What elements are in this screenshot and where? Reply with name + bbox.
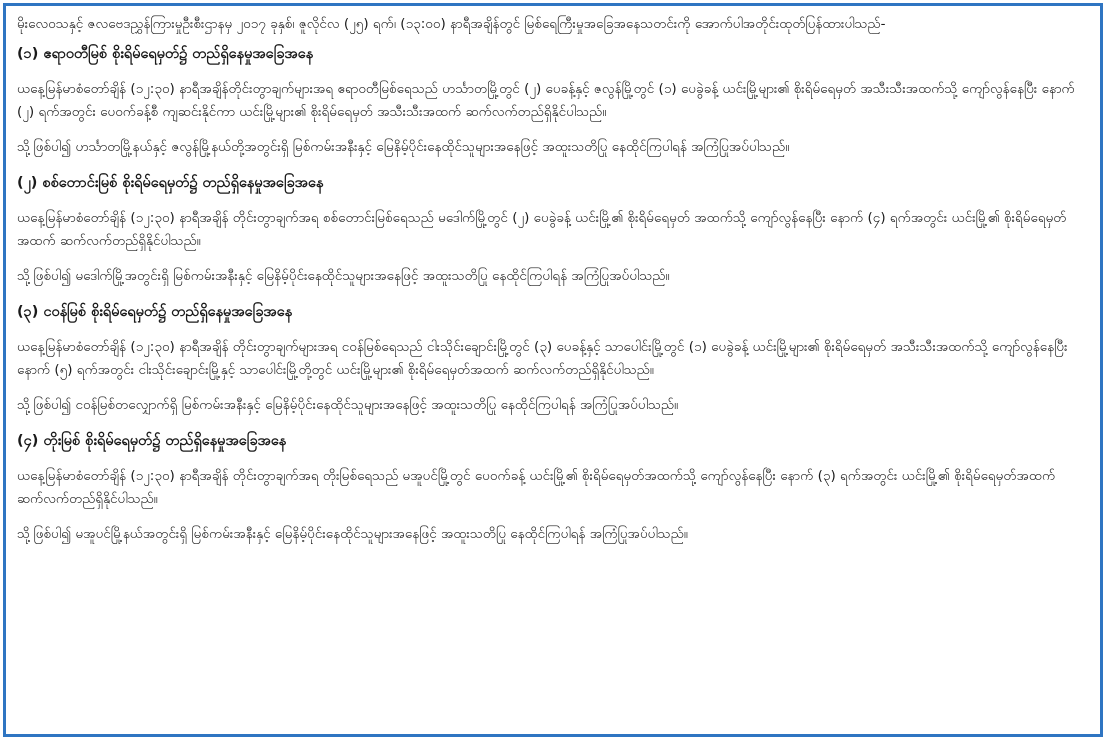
bulletin-intro: မိုးလေဝသနှင့် ဇလဗေဒညွှန်ကြားမှုဦးစီးဌာနမှ ၂၀၁၇ ခုနှစ်၊ ဇူလိုင်လ (၂၅) ရက်၊ (၁၃:၀၀) နာရီအချိန်တွင် မြစ်ရေကြီးမှုအခြေအနေသတင်းကို အောက်ပါအတိုင်းထုတ်ပြန်ထားပါသည်-: [17, 16, 886, 32]
bulletin-frame: [3, 3, 1103, 737]
section-heading: (၁) ဧရာဝတီမြစ် စိုးရိမ်ရေမှတ်၌ တည်ရှိနေမှုအခြေအနေ: [17, 46, 314, 62]
section-heading: (၂) စစ်တောင်းမြစ် စိုးရိမ်ရေမှတ်၌ တည်ရှိနေမှုအခြေအနေ: [17, 175, 324, 191]
section-advice-paragraph: သို့ဖြစ်ပါ၍ မအူပင်မြို့နယ်အတွင်းရှိ မြစ်ကမ်းအနီးနှင့် မြေနိမ့်ပိုင်းနေထိုင်သူများအနေဖြင့် အထူးသတိပြု နေထိုင်ကြပါရန် အကြံပြုအပ်ပါသည်။: [17, 526, 688, 542]
section-advice-paragraph: သို့ဖြစ်ပါ၍ ငဝန်မြစ်တလျှောက်ရှိ မြစ်ကမ်းအနီးနှင့် မြေနိမ့်ပိုင်းနေထိုင်သူများအနေဖြင့် အထူးသတိပြု နေထိုင်ကြပါရန် အကြံပြုအပ်ပါသည်။: [17, 397, 679, 413]
bulletin-content: [6, 6, 1100, 546]
section-ngawun: [17, 300, 1090, 417]
section-advice-paragraph: သို့ဖြစ်ပါ၍ ဟင်္သာတမြို့နယ်နှင့် ဇလွန်မြို့နယ်တို့အတွင်းရှိ မြစ်ကမ်းအနီးနှင့် မြေနိမ့်ပိုင်းနေထိုင်သူများအနေဖြင့် အထူးသတိပြု နေထိုင်ကြပါရန် အကြံပြုအပ်ပါသည်။: [17, 139, 790, 155]
section-ayeyarwady: [17, 42, 1090, 159]
section-status-paragraph: ယနေ့မြန်မာစံတော်ချိန် (၁၂:၃၀) နာရီအချိန် တိုင်းတွာချက်အရ တိုးမြစ်ရေသည် မအူပင်မြို့တွင် ပေ၀က်ခန့် ယင်းမြို့၏ စိုးရိမ်ရေမှတ်အထက်သို့ ကျော်လွန်နေပြီး နောက် (၃) ရက်အတွင်း ယင်းမြို့၏ စိုးရိမ်ရေမှတ်အထက် ဆက်လက်တည်ရှိနိုင်ပါသည်။: [17, 468, 1056, 507]
section-status-paragraph: ယနေ့မြန်မာစံတော်ချိန် (၁၂:၃၀) နာရီအချိန် တိုင်းတွာချက်အရ စစ်တောင်းမြစ်ရေသည် မဒေါက်မြို့တွင် (၂) ပေခွဲခန့် ယင်းမြို့၏ စိုးရိမ်ရေမှတ် အထက်သို့ ကျော်လွန်နေပြီး နောက် (၄) ရက်အတွင်း ယင်းမြို့၏ စိုးရိမ်ရေမှတ်အထက် ဆက်လက်တည်ရှိနိုင်ပါသည်။: [17, 210, 1067, 249]
section-status-paragraph: ယနေ့မြန်မာစံတော်ချိန် (၁၂:၃၀) နာရီအချိန်တိုင်းတွာချက်များအရ ဧရာဝတီမြစ်ရေသည် ဟင်္သာတမြို့တွင် (၂) ပေခန့်နှင့် ဇလွန်မြို့တွင် (၁) ပေခွဲခန့် ယင်းမြို့များ၏ စိုးရိမ်ရေမှတ် အသီးသီးအထက်သို့ ကျော်လွန်နေပြီး နောက် (၂) ရက်အတွင်း ပေ၀က်ခန့်စီ ကျဆင်းနိုင်ကာ ယင်းမြို့များ၏ စိုးရိမ်ရေမှတ် အသီးသီးအထက် ဆက်လက်တည်ရှိနိုင်ပါသည်။: [17, 81, 1075, 120]
section-sittaung: [17, 171, 1090, 288]
section-status-paragraph: ယနေ့မြန်မာစံတော်ချိန် (၁၂:၃၀) နာရီအချိန် တိုင်းတွာချက်များအရ ငဝန်မြစ်ရေသည် ငါးသိုင်းချောင်းမြို့တွင် (၃) ပေခန့်နှင့် သာပေါင်းမြို့တွင် (၁) ပေခွဲခန့် ယင်းမြို့များ၏ စိုးရိမ်ရေမှတ် အသီးသီးအထက်သို့ ကျော်လွန်နေပြီး နောက် (၅) ရက်အတွင်း ငါးသိုင်းချောင်းမြို့နှင့် သာပေါင်းမြို့တို့တွင် ယင်းမြို့များ၏ စိုးရိမ်ရေမှတ်အထက် ဆက်လက်တည်ရှိနိုင်ပါသည်။: [17, 339, 1068, 378]
section-advice-paragraph: သို့ဖြစ်ပါ၍ မဒေါက်မြို့အတွင်းရှိ မြစ်ကမ်းအနီးနှင့် မြေနိမ့်ပိုင်းနေထိုင်သူများအနေဖြင့် အထူးသတိပြု နေထိုင်ကြပါရန် အကြံပြုအပ်ပါသည်။: [17, 268, 670, 284]
section-heading: (၃) ငဝန်မြစ် စိုးရိမ်ရေမှတ်၌ တည်ရှိနေမှုအခြေအနေ: [17, 304, 293, 320]
section-toe: [17, 429, 1090, 546]
section-heading: (၄) တိုးမြစ် စိုးရိမ်ရေမှတ်၌ တည်ရှိနေမှုအခြေအနေ: [17, 433, 287, 449]
